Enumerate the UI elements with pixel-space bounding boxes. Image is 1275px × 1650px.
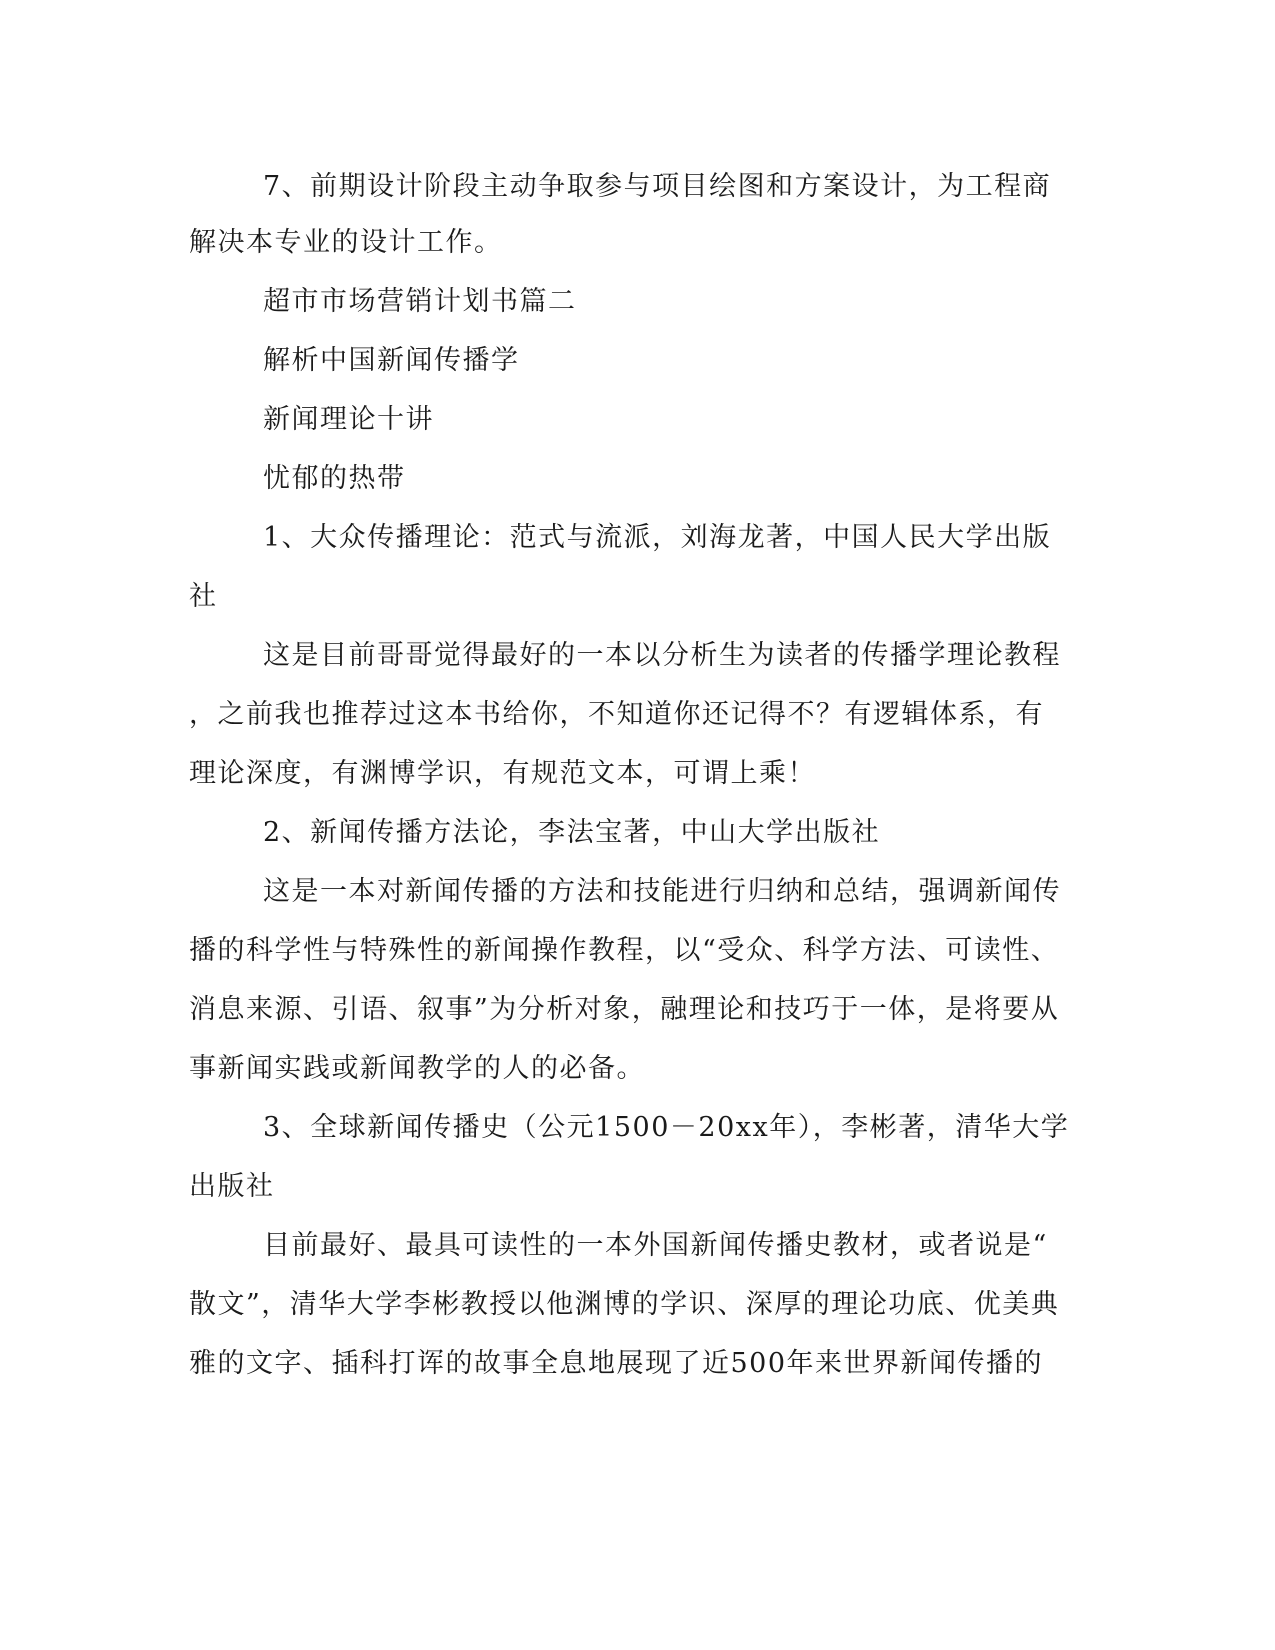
section-heading: 超市市场营销计划书篇二 [263,286,577,317]
text-line: 事新闻实践或新闻教学的人的必备。 [189,1053,645,1084]
text-line: 2、新闻传播方法论，李法宝著，中山大学出版社 [263,817,881,848]
text-line: 散文”，清华大学李彬教授以他渊博的学识、深厚的理论功底、优美典 [189,1289,1060,1320]
text-line: 1、大众传播理论：范式与流派，刘海龙著，中国人民大学出版 [263,522,1052,553]
text-line: 7、前期设计阶段主动争取参与项目绘图和方案设计，为工程商 [263,171,1052,202]
book-title: 解析中国新闻传播学 [263,345,520,376]
text-line: 这是目前哥哥觉得最好的一本以分析生为读者的传播学理论教程 [263,640,1061,671]
book-title: 忧郁的热带 [263,463,406,494]
text-line: 解决本专业的设计工作。 [189,227,503,258]
text-line: 出版社 [189,1171,275,1202]
text-line: 理论深度，有渊博学识，有规范文本，可谓上乘！ [189,758,816,789]
text-line: 雅的文字、插科打诨的故事全息地展现了近500年来世界新闻传播的 [189,1348,1044,1379]
text-line: ，之前我也推荐过这本书给你，不知道你还记得不？有逻辑体系，有 [189,699,1044,730]
book-title: 新闻理论十讲 [263,404,434,435]
text-line: 目前最好、最具可读性的一本外国新闻传播史教材，或者说是“ [263,1230,1048,1261]
text-line: 播的科学性与特殊性的新闻操作教程，以“受众、科学方法、可读性、 [189,935,1060,966]
text-line: 3、全球新闻传播史（公元1500－20xx年），李彬著，清华大学 [263,1112,1070,1143]
text-line: 消息来源、引语、叙事”为分析对象，融理论和技巧于一体，是将要从 [189,994,1060,1025]
text-line: 这是一本对新闻传播的方法和技能进行归纳和总结，强调新闻传 [263,876,1061,907]
text-line: 社 [189,581,218,612]
